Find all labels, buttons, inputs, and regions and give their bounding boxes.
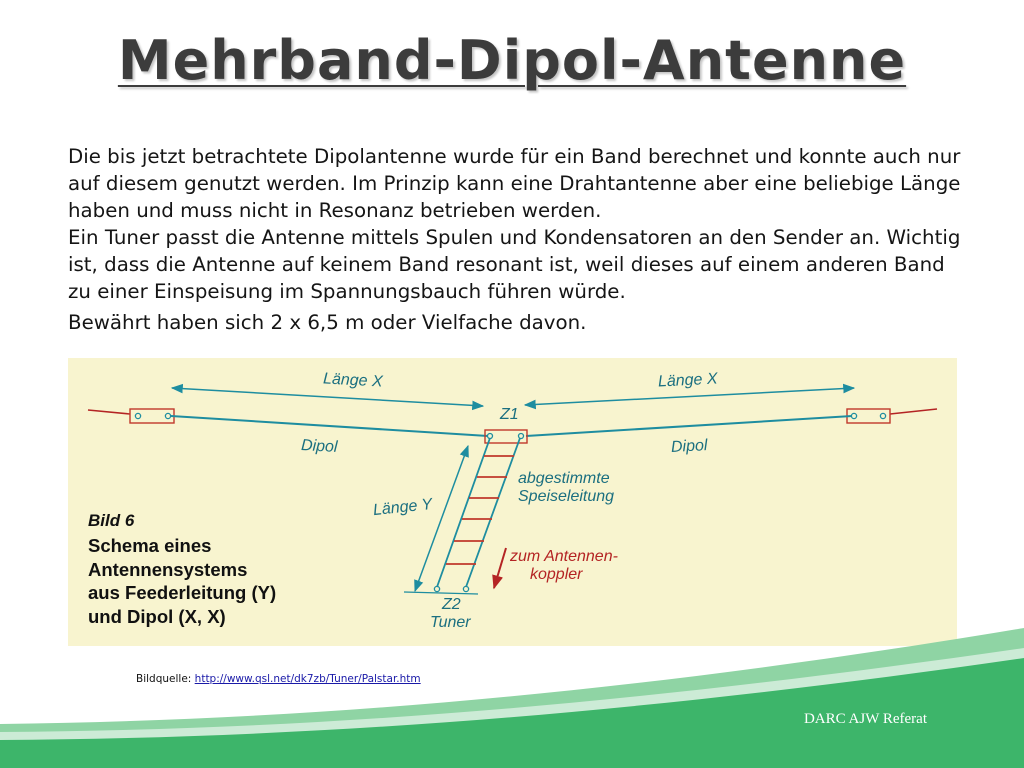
- source-label: Bildquelle:: [136, 673, 192, 685]
- dipol-right-label: Dipol: [670, 437, 708, 456]
- dipole-left-wire: [171, 416, 488, 436]
- feedline-label-line2: Speiseleitung: [518, 488, 615, 505]
- length-y-label: Länge Y: [372, 495, 434, 520]
- paragraph: Die bis jetzt betrachtete Dipolantenne wurde für ein Band berechnet und konnte auch nur auf diesem genutzt werden. Im Prinzip kann eine Drahtantenne aber eine beliebige Länge haben und muss nicht in Resonanz betrieben werden.: [68, 145, 961, 222]
- length-x-left-label: Länge X: [322, 370, 384, 391]
- z1-label: Z1: [500, 406, 519, 423]
- body-text: [68, 143, 968, 336]
- caption-line: und Dipol (X, X): [88, 605, 226, 627]
- length-x-right-label: Länge X: [657, 370, 718, 391]
- length-x-right-arrow: [525, 388, 854, 405]
- coupler-arrow: [494, 548, 506, 588]
- source-link[interactable]: http://www.qsl.net/dk7zb/Tuner/Palstar.htm: [194, 673, 421, 685]
- caption-line: Schema eines: [88, 535, 212, 556]
- paragraph: Bewährt haben sich 2 x 6,5 m oder Vielfache davon.: [68, 311, 587, 334]
- footer-wave-decoration: [0, 620, 1024, 768]
- coupler-label-line1: zum Antennen-: [510, 548, 618, 565]
- footer-text: DARC AJW Referat: [803, 711, 927, 727]
- length-y-arrow: [415, 446, 468, 591]
- left-rope: [88, 410, 130, 414]
- right-insulator: [847, 409, 890, 423]
- figure-number: Bild 6: [88, 511, 135, 530]
- left-insulator: [130, 409, 174, 423]
- antenna-diagram: [68, 358, 957, 646]
- z2-label: Z2: [442, 596, 461, 613]
- feedline-label-line1: abgestimmte: [518, 470, 610, 487]
- length-x-left-arrow: [172, 388, 483, 406]
- caption-line: Antennensystems: [88, 558, 248, 580]
- paragraph: Ein Tuner passt die Antenne mittels Spulen und Kondensatoren an den Sender an. Wichtig ist, dass die Antenne auf keinem Band resonant ist, weil dieses auf einem anderen Band zu einer Einspeisung im Spannungsbauch führen würde.: [68, 226, 961, 303]
- right-rope: [890, 409, 937, 414]
- dipol-left-label: Dipol: [300, 437, 338, 456]
- center-insulator: [485, 430, 527, 443]
- slide-title: Mehrband-Dipol-Antenne: [117, 29, 907, 92]
- coupler-label-line2: koppler: [530, 566, 583, 583]
- dipole-right-wire: [526, 416, 852, 436]
- figure-caption: [88, 510, 348, 628]
- tuner-label: Tuner: [430, 614, 471, 631]
- caption-line: aus Feederleitung (Y): [88, 582, 277, 603]
